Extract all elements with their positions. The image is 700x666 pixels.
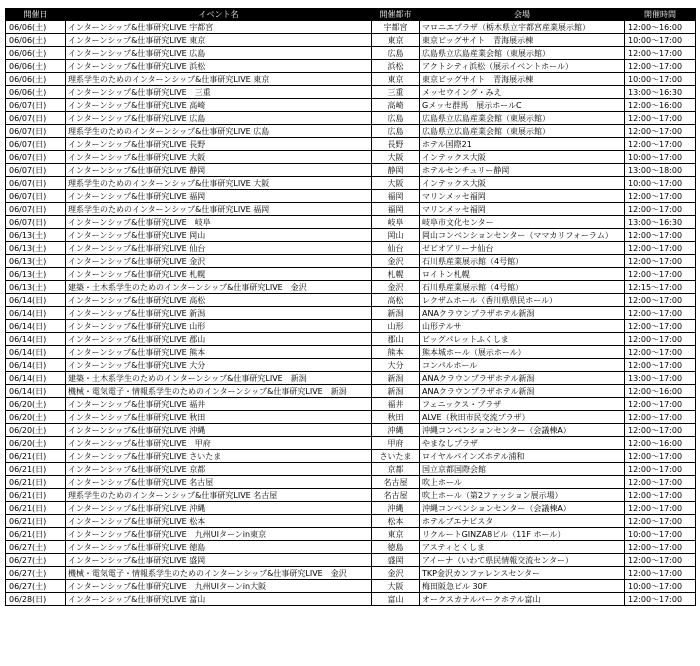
event-name-cell: 理系学生のためのインターンシップ&仕事研究LIVE 大阪	[66, 177, 372, 190]
date-cell: 06/07(日)	[6, 112, 66, 125]
city-cell: 新潟	[372, 385, 420, 398]
city-cell: 広島	[372, 125, 420, 138]
table-row	[6, 541, 696, 554]
table-row	[6, 476, 696, 489]
time-cell: 12:00～17:00	[625, 229, 696, 242]
table-row	[6, 190, 696, 203]
date-cell: 06/14(日)	[6, 333, 66, 346]
time-cell: 12:00～17:00	[625, 242, 696, 255]
table-row	[6, 138, 696, 151]
city-cell: 甲府	[372, 437, 420, 450]
event-name-cell: 理系学生のためのインターンシップ&仕事研究LIVE 東京	[66, 73, 372, 86]
event-name-cell: インターンシップ&仕事研究LIVE 大分	[66, 359, 372, 372]
time-cell: 12:00～17:00	[625, 346, 696, 359]
date-cell: 06/27(土)	[6, 541, 66, 554]
table-row	[6, 502, 696, 515]
date-cell: 06/14(日)	[6, 320, 66, 333]
table-row	[6, 203, 696, 216]
time-cell: 12:00～17:00	[625, 541, 696, 554]
date-cell: 06/21(日)	[6, 502, 66, 515]
time-cell: 12:00～17:00	[625, 593, 696, 606]
venue-cell: フェニックス・プラザ	[420, 398, 625, 411]
event-name-cell: インターンシップ&仕事研究LIVE 山形	[66, 320, 372, 333]
time-cell: 10:00～17:00	[625, 177, 696, 190]
table-row	[6, 463, 696, 476]
event-name-cell: インターンシップ&仕事研究LIVE 九州UIターンin東京	[66, 528, 372, 541]
date-cell: 06/21(日)	[6, 463, 66, 476]
venue-cell: 山形テルサ	[420, 320, 625, 333]
venue-cell: 沖縄コンベンションセンター（会議棟A）	[420, 502, 625, 515]
date-cell: 06/06(土)	[6, 73, 66, 86]
table-row	[6, 86, 696, 99]
city-cell: 広島	[372, 112, 420, 125]
table-row	[6, 437, 696, 450]
event-name-cell: インターンシップ&仕事研究LIVE 沖縄	[66, 502, 372, 515]
header-date: 開催日	[6, 9, 66, 21]
table-row	[6, 151, 696, 164]
city-cell: 名古屋	[372, 489, 420, 502]
city-cell: 大阪	[372, 151, 420, 164]
city-cell: 静岡	[372, 164, 420, 177]
table-row	[6, 294, 696, 307]
venue-cell: マリンメッセ福岡	[420, 190, 625, 203]
venue-cell: ALVE（秋田市民交流プラザ）	[420, 411, 625, 424]
venue-cell: 吹上ホール（第2ファッション展示場）	[420, 489, 625, 502]
date-cell: 06/14(日)	[6, 385, 66, 398]
date-cell: 06/20(土)	[6, 411, 66, 424]
event-name-cell: インターンシップ&仕事研究LIVE 名古屋	[66, 476, 372, 489]
date-cell: 06/21(日)	[6, 450, 66, 463]
time-cell: 12:00～17:00	[625, 463, 696, 476]
date-cell: 06/27(土)	[6, 580, 66, 593]
city-cell: 長野	[372, 138, 420, 151]
date-cell: 06/13(土)	[6, 255, 66, 268]
table-row	[6, 125, 696, 138]
event-name-cell: インターンシップ&仕事研究LIVE 沖縄	[66, 424, 372, 437]
header-time: 開催時間	[625, 9, 696, 21]
table-row	[6, 47, 696, 60]
city-cell: 金沢	[372, 255, 420, 268]
table-row	[6, 112, 696, 125]
venue-cell: マロニエプラザ（栃木県立宇都宮産業展示館）	[420, 21, 625, 34]
date-cell: 06/07(日)	[6, 164, 66, 177]
date-cell: 06/27(土)	[6, 567, 66, 580]
venue-cell: 熊本城ホール（展示ホール）	[420, 346, 625, 359]
date-cell: 06/13(土)	[6, 229, 66, 242]
time-cell: 13:00～18:00	[625, 164, 696, 177]
table-row	[6, 255, 696, 268]
time-cell: 12:00～17:00	[625, 125, 696, 138]
event-name-cell: インターンシップ&仕事研究LIVE 静岡	[66, 164, 372, 177]
event-name-cell: インターンシップ&仕事研究LIVE 盛岡	[66, 554, 372, 567]
date-cell: 06/21(日)	[6, 476, 66, 489]
event-name-cell: 機械・電気電子・情報系学生のためのインターンシップ&仕事研究LIVE 金沢	[66, 567, 372, 580]
time-cell: 12:00～17:00	[625, 554, 696, 567]
venue-cell: アイーナ（いわて県民情報交流センター）	[420, 554, 625, 567]
venue-cell: 東京ビッグサイト 青海展示棟	[420, 73, 625, 86]
table-row	[6, 593, 696, 606]
city-cell: 山形	[372, 320, 420, 333]
date-cell: 06/07(日)	[6, 190, 66, 203]
event-name-cell: インターンシップ&仕事研究LIVE 郡山	[66, 333, 372, 346]
header-row	[6, 9, 696, 21]
time-cell: 12:00～17:00	[625, 190, 696, 203]
time-cell: 12:00～17:00	[625, 294, 696, 307]
venue-cell: ホテルセンチュリー静岡	[420, 164, 625, 177]
table-row	[6, 333, 696, 346]
date-cell: 06/14(日)	[6, 307, 66, 320]
table-row	[6, 60, 696, 73]
event-name-cell: インターンシップ&仕事研究LIVE 新潟	[66, 307, 372, 320]
event-name-cell: インターンシップ&仕事研究LIVE 福井	[66, 398, 372, 411]
venue-cell: 岐阜市文化センター	[420, 216, 625, 229]
venue-cell: ホテルブエナビスタ	[420, 515, 625, 528]
time-cell: 10:00～17:00	[625, 151, 696, 164]
venue-cell: オークスカナルパークホテル富山	[420, 593, 625, 606]
venue-cell: 石川県産業展示館（4号館）	[420, 255, 625, 268]
table-row	[6, 99, 696, 112]
table-row	[6, 268, 696, 281]
time-cell: 12:00～16:00	[625, 437, 696, 450]
city-cell: 三重	[372, 86, 420, 99]
date-cell: 06/14(日)	[6, 359, 66, 372]
event-name-cell: 建築・土木系学生のためのインターンシップ&仕事研究LIVE 金沢	[66, 281, 372, 294]
venue-cell: 広島県立広島産業会館（東展示館）	[420, 125, 625, 138]
city-cell: 金沢	[372, 567, 420, 580]
date-cell: 06/07(日)	[6, 177, 66, 190]
venue-cell: アクトシティ浜松（展示イベントホール）	[420, 60, 625, 73]
event-name-cell: インターンシップ&仕事研究LIVE 長野	[66, 138, 372, 151]
time-cell: 12:00～17:00	[625, 359, 696, 372]
venue-cell: 東京ビッグサイト 青海展示棟	[420, 34, 625, 47]
venue-cell: 吹上ホール	[420, 476, 625, 489]
venue-cell: ANAクラウンプラザホテル新潟	[420, 385, 625, 398]
event-name-cell: インターンシップ&仕事研究LIVE 徳島	[66, 541, 372, 554]
time-cell: 12:00～17:00	[625, 60, 696, 73]
venue-cell: レクザムホール（香川県県民ホール）	[420, 294, 625, 307]
event-name-cell: インターンシップ&仕事研究LIVE 宇都宮	[66, 21, 372, 34]
table-row	[6, 554, 696, 567]
event-name-cell: インターンシップ&仕事研究LIVE 高崎	[66, 99, 372, 112]
date-cell: 06/06(土)	[6, 34, 66, 47]
table-body	[6, 21, 696, 606]
city-cell: 福岡	[372, 190, 420, 203]
time-cell: 12:00～17:00	[625, 476, 696, 489]
time-cell: 12:15～17:00	[625, 281, 696, 294]
venue-cell: 広島県立広島産業会館（東展示館）	[420, 47, 625, 60]
date-cell: 06/14(日)	[6, 372, 66, 385]
table-row	[6, 372, 696, 385]
table-row	[6, 242, 696, 255]
time-cell: 10:00～17:00	[625, 73, 696, 86]
date-cell: 06/06(土)	[6, 21, 66, 34]
city-cell: 高松	[372, 294, 420, 307]
time-cell: 12:00～17:00	[625, 320, 696, 333]
time-cell: 12:00～16:00	[625, 99, 696, 112]
table-row	[6, 580, 696, 593]
date-cell: 06/20(土)	[6, 398, 66, 411]
city-cell: 秋田	[372, 411, 420, 424]
time-cell: 12:00～17:00	[625, 450, 696, 463]
venue-cell: マリンメッセ福岡	[420, 203, 625, 216]
venue-cell: やまなしプラザ	[420, 437, 625, 450]
time-cell: 12:00～16:00	[625, 21, 696, 34]
date-cell: 06/21(日)	[6, 528, 66, 541]
table-row	[6, 411, 696, 424]
venue-cell: ゼビオアリーナ仙台	[420, 242, 625, 255]
event-name-cell: インターンシップ&仕事研究LIVE 岡山	[66, 229, 372, 242]
table-row	[6, 450, 696, 463]
event-name-cell: インターンシップ&仕事研究LIVE 広島	[66, 112, 372, 125]
date-cell: 06/07(日)	[6, 216, 66, 229]
date-cell: 06/21(日)	[6, 489, 66, 502]
city-cell: 岡山	[372, 229, 420, 242]
date-cell: 06/06(土)	[6, 60, 66, 73]
date-cell: 06/28(日)	[6, 593, 66, 606]
city-cell: 札幌	[372, 268, 420, 281]
event-name-cell: インターンシップ&仕事研究LIVE 金沢	[66, 255, 372, 268]
event-name-cell: インターンシップ&仕事研究LIVE 岐阜	[66, 216, 372, 229]
table-row	[6, 281, 696, 294]
venue-cell: ホテル国際21	[420, 138, 625, 151]
event-name-cell: インターンシップ&仕事研究LIVE 大阪	[66, 151, 372, 164]
city-cell: 福井	[372, 398, 420, 411]
date-cell: 06/07(日)	[6, 138, 66, 151]
table-row	[6, 515, 696, 528]
venue-cell: アスティとくしま	[420, 541, 625, 554]
event-name-cell: インターンシップ&仕事研究LIVE 秋田	[66, 411, 372, 424]
table-row	[6, 73, 696, 86]
city-cell: 沖縄	[372, 502, 420, 515]
date-cell: 06/07(日)	[6, 125, 66, 138]
date-cell: 06/21(日)	[6, 515, 66, 528]
city-cell: 大分	[372, 359, 420, 372]
time-cell: 12:00～17:00	[625, 203, 696, 216]
time-cell: 10:00～17:00	[625, 34, 696, 47]
event-name-cell: インターンシップ&仕事研究LIVE 広島	[66, 47, 372, 60]
time-cell: 12:00～17:00	[625, 515, 696, 528]
city-cell: 東京	[372, 73, 420, 86]
event-name-cell: インターンシップ&仕事研究LIVE 熊本	[66, 346, 372, 359]
event-name-cell: インターンシップ&仕事研究LIVE 三重	[66, 86, 372, 99]
venue-cell: コンパルホール	[420, 359, 625, 372]
time-cell: 13:00～17:00	[625, 372, 696, 385]
city-cell: 高崎	[372, 99, 420, 112]
time-cell: 12:00～17:00	[625, 47, 696, 60]
event-name-cell: インターンシップ&仕事研究LIVE 福岡	[66, 190, 372, 203]
event-name-cell: インターンシップ&仕事研究LIVE 甲府	[66, 437, 372, 450]
city-cell: 新潟	[372, 372, 420, 385]
table-row	[6, 216, 696, 229]
date-cell: 06/14(日)	[6, 294, 66, 307]
city-cell: 新潟	[372, 307, 420, 320]
venue-cell: メッセウイング・みえ	[420, 86, 625, 99]
time-cell: 10:00～17:00	[625, 528, 696, 541]
table-row	[6, 567, 696, 580]
time-cell: 12:00～17:00	[625, 268, 696, 281]
event-name-cell: 理系学生のためのインターンシップ&仕事研究LIVE 広島	[66, 125, 372, 138]
venue-cell: インテックス大阪	[420, 151, 625, 164]
date-cell: 06/14(日)	[6, 346, 66, 359]
event-name-cell: インターンシップ&仕事研究LIVE 仙台	[66, 242, 372, 255]
city-cell: 仙台	[372, 242, 420, 255]
venue-cell: TKP金沢カンファレンスセンター	[420, 567, 625, 580]
venue-cell: 沖縄コンベンションセンター（会議棟A）	[420, 424, 625, 437]
time-cell: 13:00～16:30	[625, 86, 696, 99]
date-cell: 06/13(土)	[6, 242, 66, 255]
time-cell: 12:00～17:00	[625, 411, 696, 424]
date-cell: 06/06(土)	[6, 86, 66, 99]
date-cell: 06/20(土)	[6, 437, 66, 450]
venue-cell: 広島県立広島産業会館（東展示館）	[420, 112, 625, 125]
city-cell: 広島	[372, 47, 420, 60]
time-cell: 13:00～16:30	[625, 216, 696, 229]
table-row	[6, 229, 696, 242]
event-name-cell: インターンシップ&仕事研究LIVE 松本	[66, 515, 372, 528]
time-cell: 12:00～17:00	[625, 502, 696, 515]
city-cell: 松本	[372, 515, 420, 528]
header-event-name: イベント名	[66, 9, 372, 21]
event-name-cell: 理系学生のためのインターンシップ&仕事研究LIVE 福岡	[66, 203, 372, 216]
event-name-cell: 理系学生のためのインターンシップ&仕事研究LIVE 名古屋	[66, 489, 372, 502]
city-cell: 京都	[372, 463, 420, 476]
event-name-cell: インターンシップ&仕事研究LIVE 富山	[66, 593, 372, 606]
city-cell: 富山	[372, 593, 420, 606]
city-cell: 金沢	[372, 281, 420, 294]
city-cell: 徳島	[372, 541, 420, 554]
table-row	[6, 177, 696, 190]
time-cell: 12:00～17:00	[625, 255, 696, 268]
table-row	[6, 21, 696, 34]
time-cell: 12:00～17:00	[625, 138, 696, 151]
event-name-cell: 建築・土木系学生のためのインターンシップ&仕事研究LIVE 新潟	[66, 372, 372, 385]
venue-cell: 石川県産業展示館（4号館）	[420, 281, 625, 294]
date-cell: 06/13(土)	[6, 268, 66, 281]
venue-cell: リクルートGINZA8ビル（11F ホール）	[420, 528, 625, 541]
venue-cell: 国立京都国際会館	[420, 463, 625, 476]
table-row	[6, 34, 696, 47]
date-cell: 06/06(土)	[6, 47, 66, 60]
table-row	[6, 320, 696, 333]
venue-cell: ANAクラウンプラザホテル新潟	[420, 307, 625, 320]
venue-cell: ロイヤルパインズホテル浦和	[420, 450, 625, 463]
city-cell: 郡山	[372, 333, 420, 346]
city-cell: 宇都宮	[372, 21, 420, 34]
city-cell: 大阪	[372, 580, 420, 593]
time-cell: 12:00～17:00	[625, 307, 696, 320]
venue-cell: ビッグパレットふくしま	[420, 333, 625, 346]
event-schedule-table	[5, 8, 696, 606]
city-cell: 盛岡	[372, 554, 420, 567]
table-row	[6, 346, 696, 359]
header-city: 開催都市	[372, 9, 420, 21]
venue-cell: ANAクラウンプラザホテル新潟	[420, 372, 625, 385]
event-name-cell: 機械・電気電子・情報系学生のためのインターンシップ&仕事研究LIVE 新潟	[66, 385, 372, 398]
event-name-cell: インターンシップ&仕事研究LIVE 浜松	[66, 60, 372, 73]
event-name-cell: インターンシップ&仕事研究LIVE 東京	[66, 34, 372, 47]
event-name-cell: インターンシップ&仕事研究LIVE 札幌	[66, 268, 372, 281]
venue-cell: 岡山コンベンションセンター（ママカリフォーラム）	[420, 229, 625, 242]
time-cell: 12:00～17:00	[625, 489, 696, 502]
table-row	[6, 398, 696, 411]
event-name-cell: インターンシップ&仕事研究LIVE 京都	[66, 463, 372, 476]
date-cell: 06/07(日)	[6, 203, 66, 216]
event-name-cell: インターンシップ&仕事研究LIVE さいたま	[66, 450, 372, 463]
city-cell: 名古屋	[372, 476, 420, 489]
table-row	[6, 307, 696, 320]
time-cell: 12:00～17:00	[625, 112, 696, 125]
table-row	[6, 424, 696, 437]
table-row	[6, 528, 696, 541]
header-venue: 会場	[420, 9, 625, 21]
time-cell: 12:00～17:00	[625, 398, 696, 411]
table-row	[6, 385, 696, 398]
city-cell: 熊本	[372, 346, 420, 359]
city-cell: 浜松	[372, 60, 420, 73]
time-cell: 12:00～16:00	[625, 385, 696, 398]
time-cell: 12:00～17:00	[625, 424, 696, 437]
date-cell: 06/13(土)	[6, 281, 66, 294]
venue-cell: ロイトン札幌	[420, 268, 625, 281]
table-row	[6, 164, 696, 177]
city-cell: 沖縄	[372, 424, 420, 437]
city-cell: 岐阜	[372, 216, 420, 229]
table-row	[6, 359, 696, 372]
event-name-cell: インターンシップ&仕事研究LIVE 九州UIターンin大阪	[66, 580, 372, 593]
date-cell: 06/27(土)	[6, 554, 66, 567]
venue-cell: Gメッセ群馬 展示ホールC	[420, 99, 625, 112]
date-cell: 06/07(日)	[6, 151, 66, 164]
date-cell: 06/20(土)	[6, 424, 66, 437]
venue-cell: 梅田阪急ビル 30F	[420, 580, 625, 593]
event-name-cell: インターンシップ&仕事研究LIVE 高松	[66, 294, 372, 307]
city-cell: 福岡	[372, 203, 420, 216]
time-cell: 12:00～17:00	[625, 567, 696, 580]
city-cell: 大阪	[372, 177, 420, 190]
date-cell: 06/07(日)	[6, 99, 66, 112]
table-row	[6, 489, 696, 502]
time-cell: 12:00～17:00	[625, 333, 696, 346]
city-cell: 東京	[372, 34, 420, 47]
city-cell: 東京	[372, 528, 420, 541]
time-cell: 10:00～17:00	[625, 580, 696, 593]
venue-cell: インテックス大阪	[420, 177, 625, 190]
city-cell: さいたま	[372, 450, 420, 463]
